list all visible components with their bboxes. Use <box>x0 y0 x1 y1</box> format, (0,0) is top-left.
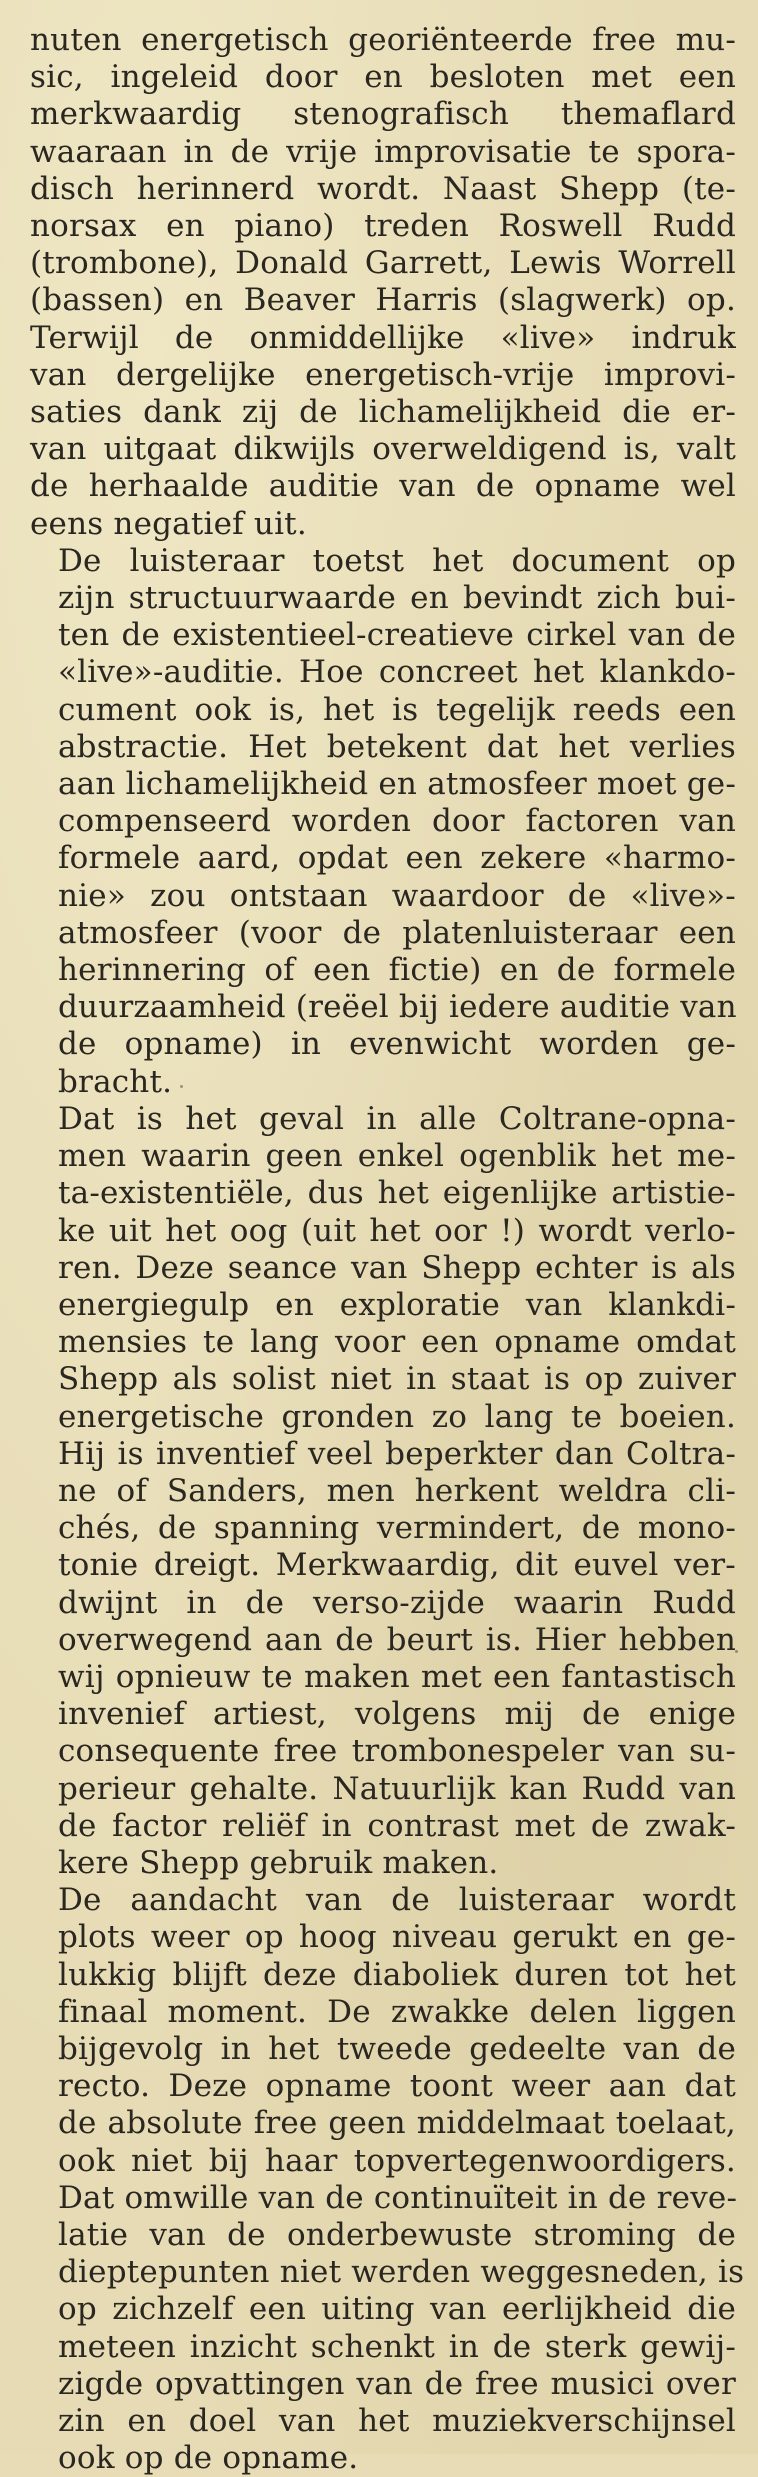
text-line: Dat is het geval in alle Coltrane-opna- <box>58 1100 736 1137</box>
text-line: de opname) in evenwicht worden ge- <box>58 1026 736 1063</box>
text-line: (trombone), Donald Garrett, Lewis Worrell <box>30 245 736 282</box>
text-line: abstractie. Het betekent dat het verlies <box>58 728 736 765</box>
text-line: nie» zou ontstaan waardoor de «live»- <box>58 877 736 914</box>
text-line: dieptepunten niet werden weggesneden, is <box>58 2254 745 2291</box>
text-line: merkwaardig stenografisch themaflard <box>30 96 736 133</box>
text-line: bracht. <box>58 1063 173 1100</box>
text-line: disch herinnerd wordt. Naast Shepp (te- <box>30 170 736 207</box>
text-line: duurzaamheid (reëel bij iedere auditie van <box>58 989 737 1026</box>
text-line: wij opnieuw te maken met een fantastisch <box>58 1658 736 1695</box>
text-line: latie van de onderbewuste stroming de <box>58 2216 736 2253</box>
text-line: tonie dreigt. Merkwaardig, dit euvel ver- <box>58 1547 736 1584</box>
text-line: ke uit het oog (uit het oor !) wordt verlo- <box>58 1212 736 1249</box>
text-line: cument ook is, het is tegelijk reeds een <box>58 691 736 728</box>
text-line: sic, ingeleid door en besloten met een <box>30 59 736 96</box>
text-line: recto. Deze opname toont weer aan dat <box>58 2068 736 2105</box>
text-line: zin en doel van het muziekverschijnsel <box>58 2403 736 2439</box>
text-line: de factor reliëf in contrast met de zwak- <box>58 1807 736 1844</box>
text-line: zigde opvattingen van de free musici over <box>58 2365 736 2402</box>
text-line: op zichzelf een uiting van eerlijkheid die <box>58 2291 736 2328</box>
text-line: De luisteraar toetst het document op <box>58 542 736 579</box>
text-line: perieur gehalte. Natuurlijk kan Rudd van <box>58 1770 736 1807</box>
text-line: aan lichamelijkheid en atmosfeer moet ge- <box>58 766 736 803</box>
text-line: de absolute free geen middelmaat toelaat, <box>58 2105 736 2142</box>
text-line: lukkig blijft deze diaboliek duren tot het <box>58 1956 736 1993</box>
text-line: norsax en piano) treden Roswell Rudd <box>30 208 736 245</box>
paper-speck <box>398 2015 401 2018</box>
article-body <box>30 22 745 2477</box>
paper-speck <box>472 120 475 123</box>
text-line: Terwijl de onmiddellijke «live» indruk <box>30 319 736 356</box>
text-line: kere Shepp gebruik maken. <box>58 1844 499 1881</box>
text-line: men waarin geen enkel ogenblik het me- <box>58 1138 736 1175</box>
text-line: Shepp als solist niet in staat is op zuiver <box>58 1361 736 1398</box>
text-line: van dergelijke energetisch-vrije improvi- <box>30 356 736 393</box>
text-line: de herhaalde auditie van de opname wel <box>30 468 736 505</box>
text-line: energiegulp en exploratie van klankdi- <box>58 1286 736 1323</box>
text-line: plots weer op hoog niveau gerukt en ge- <box>58 1919 736 1956</box>
text-line: (bassen) en Beaver Harris (slagwerk) op. <box>30 282 736 319</box>
text-line: zijn structuurwaarde en bevindt zich bui- <box>58 580 736 617</box>
text-line: bijgevolg in het tweede gedeelte van de <box>58 2030 736 2067</box>
text-line: finaal moment. De zwakke delen liggen <box>58 1993 736 2030</box>
paper-speck <box>735 1650 738 1653</box>
text-line: van uitgaat dikwijls overweldigend is, valt <box>30 431 736 468</box>
text-line: overwegend aan de beurt is. Hier hebben <box>58 1621 736 1658</box>
text-line: ten de existentieel-creatieve cirkel van de <box>58 617 736 654</box>
article-paragraph <box>30 22 736 543</box>
text-line: atmosfeer (voor de platenluisteraar een <box>58 914 736 951</box>
text-line: formele aard, opdat een zekere «harmo- <box>58 840 736 877</box>
text-line: compenseerd worden door factoren van <box>58 803 736 840</box>
article-paragraph <box>30 543 736 1101</box>
text-line: energetische gronden zo lang te boeien. <box>58 1398 736 1435</box>
text-line: dwijnt in de verso-zijde waarin Rudd <box>58 1584 736 1621</box>
text-line: ren. Deze seance van Shepp echter is als <box>58 1249 736 1286</box>
text-line: waaraan in de vrije improvisatie te spora- <box>30 133 736 170</box>
text-line: nuten energetisch georiënteerde free mu- <box>30 22 736 58</box>
text-line: Hij is inventief veel beperkter dan Coltra- <box>58 1435 736 1472</box>
text-line: mensies te lang voor een opname omdat <box>58 1324 736 1361</box>
text-line: ook niet bij haar topvertegenwoordigers. <box>58 2142 736 2179</box>
text-line: ook op de opname. <box>58 2440 359 2477</box>
article-paragraph <box>30 1101 736 1882</box>
text-line: herinnering of een fictie) en de formele <box>58 952 736 989</box>
text-line: meteen inzicht schenkt in de sterk gewij- <box>58 2328 736 2365</box>
text-line: ne of Sanders, men herkent weldra cli- <box>58 1472 736 1509</box>
article-paragraph <box>30 1882 745 2477</box>
text-line: eens negatief uit. <box>30 505 307 542</box>
text-line: consequente free trombonespeler van su- <box>58 1733 736 1770</box>
paper-speck <box>180 1085 183 1088</box>
text-line: De aandacht van de luisteraar wordt <box>58 1882 736 1919</box>
text-line: invenief artiest, volgens mij de enige <box>58 1696 736 1733</box>
text-line: ta-existentiële, dus het eigenlijke artistie- <box>58 1175 736 1212</box>
text-line: saties dank zij de lichamelijkheid die er- <box>30 394 736 431</box>
text-line: chés, de spanning vermindert, de mono- <box>58 1510 736 1547</box>
text-line: «live»-auditie. Hoe concreet het klankdo- <box>58 654 736 691</box>
text-line: Dat omwille van de continuïteit in de reve- <box>58 2179 738 2216</box>
